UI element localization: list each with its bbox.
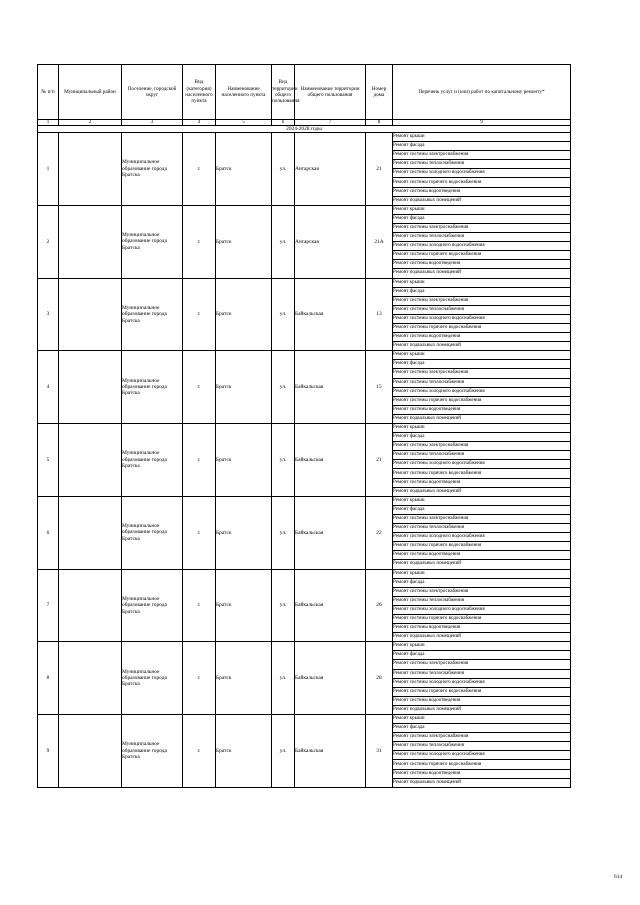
territory-type: ул. (272, 642, 295, 715)
col-header-services: Перечень услуг и (или) работ по капитальному ремонту* (393, 65, 571, 120)
service-item: Ремонт системы теплоснабжения (393, 378, 571, 387)
service-item: Ремонт системы горячего водоснабжения (393, 614, 571, 623)
territory-name: Ангарская (295, 133, 366, 206)
territory-type: ул. (272, 205, 295, 278)
service-item: Ремонт фасада (393, 214, 571, 223)
service-item: Ремонт системы теплоснабжения (393, 524, 571, 533)
service-item: Ремонт системы теплоснабжения (393, 669, 571, 678)
column-number: 4 (183, 120, 216, 126)
service-item: Ремонт системы горячего водоснабжения (393, 323, 571, 332)
service-item: Ремонт системы водоотведения (393, 624, 571, 633)
table-row (38, 205, 571, 214)
service-item: Ремонт системы холодного водоснабжения (393, 751, 571, 760)
table-row (38, 496, 571, 505)
settlement-name: Муниципальное образование города Братска (122, 278, 183, 351)
house-number: 15 (366, 351, 393, 424)
territory-type: ул. (272, 133, 295, 206)
row-number: 6 (38, 496, 59, 569)
locality-type: г. (183, 351, 216, 424)
table-row (38, 642, 571, 651)
period-label: 2024-2028 годы (38, 126, 571, 133)
locality-name: Братск (216, 133, 272, 206)
service-item: Ремонт системы горячего водоснабжения (393, 469, 571, 478)
service-item: Ремонт подвальных помещений (393, 342, 571, 351)
territory-name: Байкальская (295, 351, 366, 424)
service-item: Ремонт системы водоотведения (393, 696, 571, 705)
service-item: Ремонт фасада (393, 287, 571, 296)
col-header-district: Муниципальный район (59, 65, 122, 120)
locality-type: г. (183, 642, 216, 715)
locality-type: г. (183, 278, 216, 351)
service-item: Ремонт фасада (393, 651, 571, 660)
municipal-district (59, 569, 122, 642)
locality-type: г. (183, 715, 216, 788)
service-item: Ремонт подвальных помещений (393, 778, 571, 787)
territory-name: Байкальская (295, 496, 366, 569)
table-header-row (38, 65, 571, 120)
row-number: 4 (38, 351, 59, 424)
service-item: Ремонт системы холодного водоснабжения (393, 533, 571, 542)
service-item: Ремонт крыши (393, 424, 571, 433)
service-item: Ремонт крыши (393, 642, 571, 651)
service-item: Ремонт системы водоотведения (393, 769, 571, 778)
service-item: Ремонт системы водоотведения (393, 551, 571, 560)
service-item: Ремонт крыши (393, 133, 571, 142)
locality-name: Братск (216, 642, 272, 715)
service-item: Ремонт подвальных помещений (393, 269, 571, 278)
service-item: Ремонт фасада (393, 360, 571, 369)
service-item: Ремонт подвальных помещений (393, 633, 571, 642)
locality-name: Братск (216, 205, 272, 278)
table-body (38, 133, 571, 788)
service-item: Ремонт системы горячего водоснабжения (393, 251, 571, 260)
locality-name: Братск (216, 351, 272, 424)
service-item: Ремонт системы теплоснабжения (393, 233, 571, 242)
territory-type: ул. (272, 351, 295, 424)
service-item: Ремонт системы теплоснабжения (393, 596, 571, 605)
service-item: Ремонт фасада (393, 142, 571, 151)
territory-type: ул. (272, 569, 295, 642)
row-number: 2 (38, 205, 59, 278)
settlement-name: Муниципальное образование города Братска (122, 424, 183, 497)
col-header-settlement: Поселение, городской округ (122, 65, 183, 120)
house-number: 21 (366, 424, 393, 497)
row-number: 5 (38, 424, 59, 497)
col-header-house: Номер дома (366, 65, 393, 120)
service-item: Ремонт системы электроснабжения (393, 733, 571, 742)
table-row (38, 715, 571, 724)
service-item: Ремонт системы теплоснабжения (393, 305, 571, 314)
service-item: Ремонт системы теплоснабжения (393, 742, 571, 751)
municipal-district (59, 133, 122, 206)
municipal-district (59, 278, 122, 351)
service-item: Ремонт крыши (393, 715, 571, 724)
territory-type: ул. (272, 496, 295, 569)
capital-repair-table (37, 64, 571, 788)
settlement-name: Муниципальное образование города Братска (122, 351, 183, 424)
col-header-territory-name: Наименование территории общего пользования (295, 65, 366, 120)
service-item: Ремонт системы водоотведения (393, 333, 571, 342)
service-item: Ремонт системы водоотведения (393, 478, 571, 487)
col-header-locality-type: Вид (категория) населенного пункта (183, 65, 216, 120)
house-number: 28 (366, 642, 393, 715)
service-item: Ремонт системы электроснабжения (393, 660, 571, 669)
service-item: Ремонт подвальных помещений (393, 196, 571, 205)
municipal-district (59, 351, 122, 424)
house-number: 13 (366, 278, 393, 351)
service-item: Ремонт системы горячего водоснабжения (393, 178, 571, 187)
service-item: Ремонт системы водоотведения (393, 405, 571, 414)
municipal-district (59, 642, 122, 715)
house-number: 21А (366, 205, 393, 278)
service-item: Ремонт крыши (393, 205, 571, 214)
service-item: Ремонт системы электроснабжения (393, 296, 571, 305)
service-item: Ремонт системы горячего водоснабжения (393, 687, 571, 696)
column-number: 1 (38, 120, 59, 126)
row-number: 8 (38, 642, 59, 715)
column-number: 2 (59, 120, 122, 126)
municipal-district (59, 715, 122, 788)
service-item: Ремонт крыши (393, 569, 571, 578)
locality-type: г. (183, 424, 216, 497)
service-item: Ремонт системы холодного водоснабжения (393, 169, 571, 178)
locality-name: Братск (216, 496, 272, 569)
service-item: Ремонт системы холодного водоснабжения (393, 242, 571, 251)
col-header-territory-type: Вид территории общего пользования (272, 65, 295, 120)
municipal-district (59, 424, 122, 497)
territory-type: ул. (272, 424, 295, 497)
service-item: Ремонт крыши (393, 351, 571, 360)
service-item: Ремонт фасада (393, 724, 571, 733)
territory-name: Байкальская (295, 569, 366, 642)
column-number: 8 (366, 120, 393, 126)
row-number: 1 (38, 133, 59, 206)
locality-type: г. (183, 496, 216, 569)
locality-type: г. (183, 569, 216, 642)
service-item: Ремонт фасада (393, 505, 571, 514)
service-item: Ремонт системы электроснабжения (393, 442, 571, 451)
locality-type: г. (183, 205, 216, 278)
col-header-locality: Наименование населенного пункта (216, 65, 272, 120)
locality-name: Братск (216, 715, 272, 788)
service-item: Ремонт системы горячего водоснабжения (393, 542, 571, 551)
row-number: 9 (38, 715, 59, 788)
service-item: Ремонт системы электроснабжения (393, 369, 571, 378)
settlement-name: Муниципальное образование города Братска (122, 133, 183, 206)
table-row (38, 424, 571, 433)
page-number: 614 (614, 874, 623, 880)
service-item: Ремонт фасада (393, 578, 571, 587)
row-number: 3 (38, 278, 59, 351)
register-sheet (37, 64, 570, 788)
table-row (38, 133, 571, 142)
service-item: Ремонт системы холодного водоснабжения (393, 387, 571, 396)
service-item: Ремонт подвальных помещений (393, 560, 571, 569)
table-row (38, 278, 571, 287)
municipal-district (59, 496, 122, 569)
settlement-name: Муниципальное образование города Братска (122, 569, 183, 642)
locality-name: Братск (216, 278, 272, 351)
service-item: Ремонт системы горячего водоснабжения (393, 396, 571, 405)
settlement-name: Муниципальное образование города Братска (122, 496, 183, 569)
period-row (38, 126, 571, 133)
house-number: 22 (366, 496, 393, 569)
service-item: Ремонт системы холодного водоснабжения (393, 314, 571, 323)
service-item: Ремонт системы электроснабжения (393, 151, 571, 160)
service-item: Ремонт подвальных помещений (393, 414, 571, 423)
service-item: Ремонт системы водоотведения (393, 187, 571, 196)
col-header-number: № п/п (38, 65, 59, 120)
service-item: Ремонт системы теплоснабжения (393, 451, 571, 460)
territory-name: Байкальская (295, 642, 366, 715)
service-item: Ремонт подвальных помещений (393, 705, 571, 714)
locality-name: Братск (216, 569, 272, 642)
table-row (38, 569, 571, 578)
territory-name: Байкальская (295, 424, 366, 497)
territory-name: Ангарская (295, 205, 366, 278)
house-number: 31 (366, 715, 393, 788)
column-number: 5 (216, 120, 272, 126)
service-item: Ремонт системы холодного водоснабжения (393, 460, 571, 469)
territory-type: ул. (272, 278, 295, 351)
service-item: Ремонт крыши (393, 496, 571, 505)
settlement-name: Муниципальное образование города Братска (122, 205, 183, 278)
service-item: Ремонт системы холодного водоснабжения (393, 605, 571, 614)
service-item: Ремонт системы электроснабжения (393, 223, 571, 232)
municipal-district (59, 205, 122, 278)
locality-name: Братск (216, 424, 272, 497)
territory-name: Байкальская (295, 278, 366, 351)
service-item: Ремонт системы электроснабжения (393, 587, 571, 596)
house-number: 26 (366, 569, 393, 642)
service-item: Ремонт системы холодного водоснабжения (393, 678, 571, 687)
column-number: 3 (122, 120, 183, 126)
column-number: 9 (393, 120, 571, 126)
territory-name: Байкальская (295, 715, 366, 788)
settlement-name: Муниципальное образование города Братска (122, 642, 183, 715)
table-row (38, 351, 571, 360)
house-number: 21 (366, 133, 393, 206)
column-number: 6 (272, 120, 295, 126)
service-item: Ремонт системы горячего водоснабжения (393, 760, 571, 769)
territory-type: ул. (272, 715, 295, 788)
settlement-name: Муниципальное образование города Братска (122, 715, 183, 788)
column-number: 7 (295, 120, 366, 126)
service-item: Ремонт системы теплоснабжения (393, 160, 571, 169)
service-item: Ремонт системы водоотведения (393, 260, 571, 269)
locality-type: г. (183, 133, 216, 206)
service-item: Ремонт подвальных помещений (393, 487, 571, 496)
row-number: 7 (38, 569, 59, 642)
service-item: Ремонт фасада (393, 433, 571, 442)
service-item: Ремонт крыши (393, 278, 571, 287)
service-item: Ремонт системы электроснабжения (393, 514, 571, 523)
